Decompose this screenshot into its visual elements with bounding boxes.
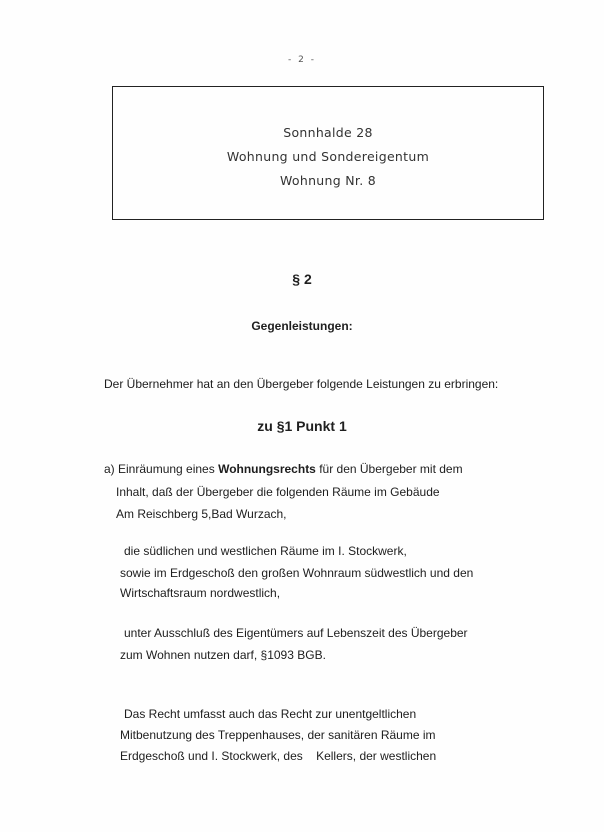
address-street: Sonnhalde 28 <box>283 125 373 140</box>
item-a-prefix: a) Einräumung eines <box>104 462 219 476</box>
item-a-bold-term: Wohnungsrechts <box>218 462 316 476</box>
rooms-line-2: sowie im Erdgeschoß den großen Wohnraum südwestlich und den <box>120 566 474 580</box>
exclusion-line-1: unter Ausschluß des Eigentümers auf Lebenszeit des Übergeber <box>124 626 468 640</box>
item-a-line-1 <box>104 462 463 476</box>
rooms-line-1: die südlichen und westlichen Räume im I. Stockwerk, <box>124 544 407 558</box>
item-a-line-2: Inhalt, daß der Übergeber die folgenden Räume im Gebäude <box>116 485 440 499</box>
right-text-line-2: Mitbenutzung des Treppenhauses, der sanitären Räume im <box>120 728 436 742</box>
right-text-line-3: Erdgeschoß und I. Stockwerk, des Kellers, der westlichen <box>120 749 437 763</box>
page-number: - 2 - <box>288 55 316 65</box>
rooms-line-3: Wirtschaftsraum nordwestlich, <box>120 586 281 600</box>
clause-heading: zu §1 Punkt 1 <box>257 418 347 434</box>
right-text-line-1: Das Recht umfasst auch das Recht zur unentgeltlichen <box>124 707 417 721</box>
section-title: § 2 <box>292 271 312 287</box>
address-unit-type: Wohnung und Sondereigentum <box>226 149 430 164</box>
address-unit-number: Wohnung Nr. 8 <box>279 173 376 188</box>
address-box <box>112 86 544 220</box>
item-a-line-3: Am Reischberg 5,Bad Wurzach, <box>116 507 287 521</box>
intro-text: Der Übernehmer hat an den Übergeber folgende Leistungen zu erbringen: <box>104 377 499 391</box>
section-subtitle: Gegenleistungen: <box>251 319 353 333</box>
exclusion-line-2: zum Wohnen nutzen darf, §1093 BGB. <box>120 648 326 662</box>
item-a-suffix: für den Übergeber mit dem <box>315 462 463 476</box>
